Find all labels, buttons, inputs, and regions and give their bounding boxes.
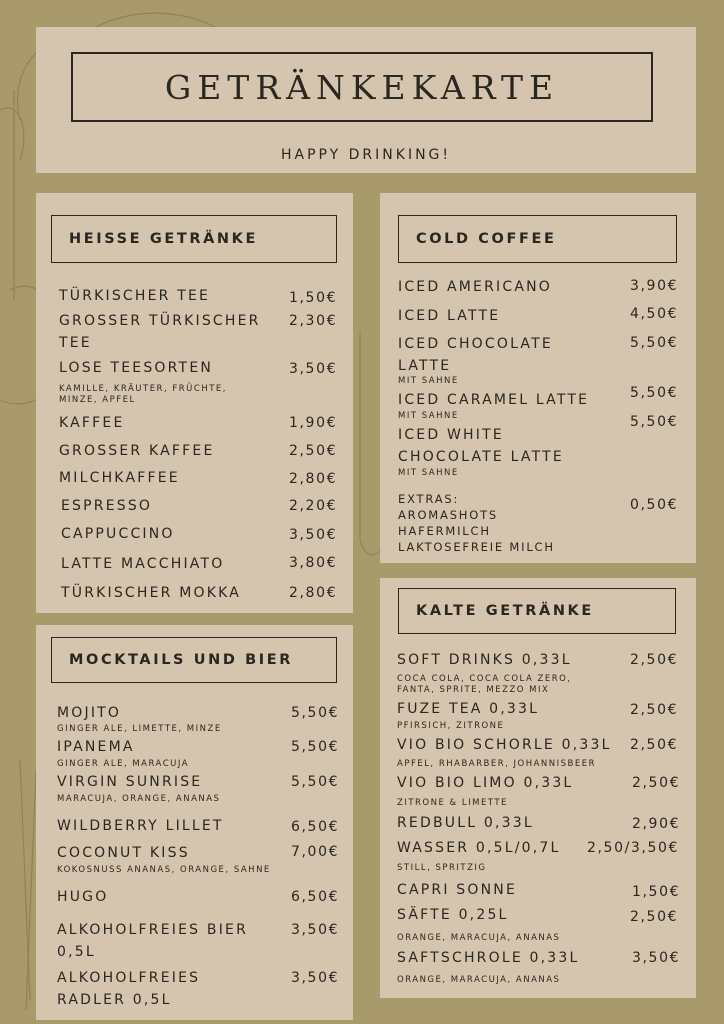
- menu-item-name: MILCHKAFFEE: [59, 470, 180, 486]
- menu-item-name: CAPPUCCINO: [61, 526, 175, 542]
- menu-item-price: 2,50€: [630, 909, 679, 925]
- title-frame: [71, 52, 653, 122]
- menu-item-name: MOJITO: [57, 705, 122, 721]
- menu-item-price: 5,50€: [291, 774, 340, 790]
- menu-item-price: 3,50€: [291, 970, 340, 986]
- menu-item-name: VIO BIO LIMO 0,33L: [397, 775, 574, 791]
- menu-item-name: ICED WHITE: [398, 427, 504, 443]
- menu-item-price: 7,00€: [291, 844, 340, 860]
- menu-item-desc: KAMILLE, KRÄUTER, FRÜCHTE,: [59, 384, 227, 394]
- header-panel: [36, 27, 696, 173]
- menu-item-name: IPANEMA: [57, 739, 135, 755]
- menu-item-name: FUZE TEA 0,33L: [397, 701, 540, 717]
- menu-item-desc: MINZE, APFEL: [59, 395, 136, 405]
- menu-item-name: ICED CARAMEL LATTE: [398, 392, 590, 408]
- section-heading: HEISSE GETRÄNKE: [51, 215, 337, 263]
- menu-item-desc: GINGER ALE, LIMETTE, MINZE: [57, 724, 222, 734]
- menu-item-desc: ORANGE, MARACUJA, ANANAS: [397, 975, 561, 985]
- menu-item-desc: MARACUJA, ORANGE, ANANAS: [57, 794, 221, 804]
- menu-item-price: 3,80€: [289, 555, 338, 571]
- menu-item-price: 1,90€: [289, 415, 338, 431]
- menu-item-price: 2,50/3,50€: [587, 840, 679, 856]
- menu-item-price: 3,50€: [289, 361, 338, 377]
- menu-item-name: ALKOHOLFREIES BIER: [57, 922, 249, 938]
- menu-item-name-cont: TEE: [59, 335, 92, 351]
- menu-item-price: 5,50€: [630, 414, 679, 430]
- menu-item-name: LATTE MACCHIATO: [61, 556, 225, 572]
- menu-item-name: ICED AMERICANO: [398, 279, 552, 295]
- menu-item-name: REDBULL 0,33L: [397, 815, 534, 831]
- menu-item-desc: MIT SAHNE: [398, 468, 459, 478]
- menu-item-price: 2,50€: [630, 702, 679, 718]
- extras-line: LAKTOSEFREIE MILCH: [398, 540, 555, 554]
- menu-item-price: 5,50€: [630, 385, 679, 401]
- menu-item-price: 2,50€: [289, 443, 338, 459]
- menu-item-name: VIO BIO SCHORLE 0,33L: [397, 737, 612, 753]
- menu-item-name: ALKOHOLFREIES: [57, 970, 201, 986]
- kalte-getraenke-panel: [380, 578, 696, 998]
- extras-price: 0,50€: [630, 497, 679, 513]
- menu-item-name: ESPRESSO: [61, 498, 153, 514]
- menu-item-name: KAFFEE: [59, 415, 125, 431]
- menu-item-name: SOFT DRINKS 0,33L: [397, 652, 572, 668]
- menu-item-name: HUGO: [57, 889, 109, 905]
- menu-item-desc: COCA COLA, COCA COLA ZERO,: [397, 674, 572, 684]
- section-heading: KALTE GETRÄNKE: [398, 588, 676, 634]
- menu-item-name: TÜRKISCHER MOKKA: [61, 585, 242, 601]
- menu-item-price: 2,50€: [630, 652, 679, 668]
- menu-item-name: WASSER 0,5L/0,7L: [397, 840, 561, 856]
- extras-line: EXTRAS:: [398, 492, 460, 506]
- menu-item-name: GROSSER TÜRKISCHER: [59, 313, 261, 329]
- section-heading: MOCKTAILS UND BIER: [51, 637, 337, 683]
- mocktails-panel: [36, 625, 353, 1020]
- menu-item-desc: STILL, SPRITZIG: [397, 863, 487, 873]
- menu-item-desc: APFEL, RHABARBER, JOHANNISBEER: [397, 759, 597, 769]
- menu-item-price: 4,50€: [630, 306, 679, 322]
- menu-item-name: CAPRI SONNE: [397, 882, 517, 898]
- menu-item-price: 2,80€: [289, 471, 338, 487]
- menu-item-desc: PFIRSICH, ZITRONE: [397, 721, 505, 731]
- menu-item-name: GROSSER KAFFEE: [59, 443, 215, 459]
- menu-item-name: LOSE TEESORTEN: [59, 360, 214, 376]
- menu-item-desc: MIT SAHNE: [398, 376, 459, 386]
- menu-item-name: ICED CHOCOLATE: [398, 336, 553, 352]
- menu-item-name: ICED LATTE: [398, 308, 501, 324]
- menu-item-name: COCONUT KISS: [57, 845, 190, 861]
- menu-item-name-cont: RADLER 0,5L: [57, 992, 172, 1008]
- extras-line: HAFERMILCH: [398, 524, 491, 538]
- menu-item-desc: ZITRONE & LIMETTE: [397, 798, 508, 808]
- menu-item-price: 5,50€: [291, 705, 340, 721]
- menu-item-price: 6,50€: [291, 889, 340, 905]
- menu-item-name: SÄFTE 0,25L: [397, 907, 509, 923]
- menu-item-price: 3,50€: [632, 950, 681, 966]
- menu-item-price: 2,50€: [632, 775, 681, 791]
- menu-item-price: 3,50€: [291, 922, 340, 938]
- section-heading: COLD COFFEE: [398, 215, 677, 263]
- menu-item-price: 2,80€: [289, 585, 338, 601]
- cold-coffee-panel: [380, 193, 696, 563]
- menu-item-name-cont: 0,5L: [57, 944, 96, 960]
- page-title: GETRÄNKEKARTE: [164, 67, 560, 107]
- menu-item-price: 3,90€: [630, 278, 679, 294]
- menu-item-name: WILDBERRY LILLET: [57, 818, 224, 834]
- extras-line: AROMASHOTS: [398, 508, 499, 522]
- menu-item-desc: FANTA, SPRITE, MEZZO MIX: [397, 685, 550, 695]
- menu-item-desc: ORANGE, MARACUJA, ANANAS: [397, 933, 561, 943]
- menu-item-price: 1,50€: [632, 884, 681, 900]
- menu-item-desc: MIT SAHNE: [398, 411, 459, 421]
- menu-item-desc: GINGER ALE, MARACUJA: [57, 759, 190, 769]
- menu-item-name: TÜRKISCHER TEE: [59, 288, 211, 304]
- menu-item-name-cont: CHOCOLATE LATTE: [398, 449, 564, 465]
- heisse-getraenke-panel: [36, 193, 353, 613]
- menu-item-price: 3,50€: [289, 527, 338, 543]
- menu-item-desc: KOKOSNUSS ANANAS, ORANGE, SAHNE: [57, 865, 271, 875]
- menu-item-price: 2,20€: [289, 498, 338, 514]
- menu-item-name: SAFTSCHROLE 0,33L: [397, 950, 580, 966]
- menu-item-price: 2,50€: [630, 737, 679, 753]
- page-subtitle: HAPPY DRINKING!: [280, 147, 452, 163]
- menu-item-price: 5,50€: [630, 335, 679, 351]
- menu-item-price: 6,50€: [291, 819, 340, 835]
- menu-item-price: 5,50€: [291, 739, 340, 755]
- menu-item-price: 2,90€: [632, 816, 681, 832]
- menu-item-price: 1,50€: [289, 290, 338, 306]
- menu-item-name-cont: LATTE: [398, 358, 452, 374]
- menu-item-name: VIRGIN SUNRISE: [57, 774, 203, 790]
- menu-item-price: 2,30€: [289, 313, 338, 329]
